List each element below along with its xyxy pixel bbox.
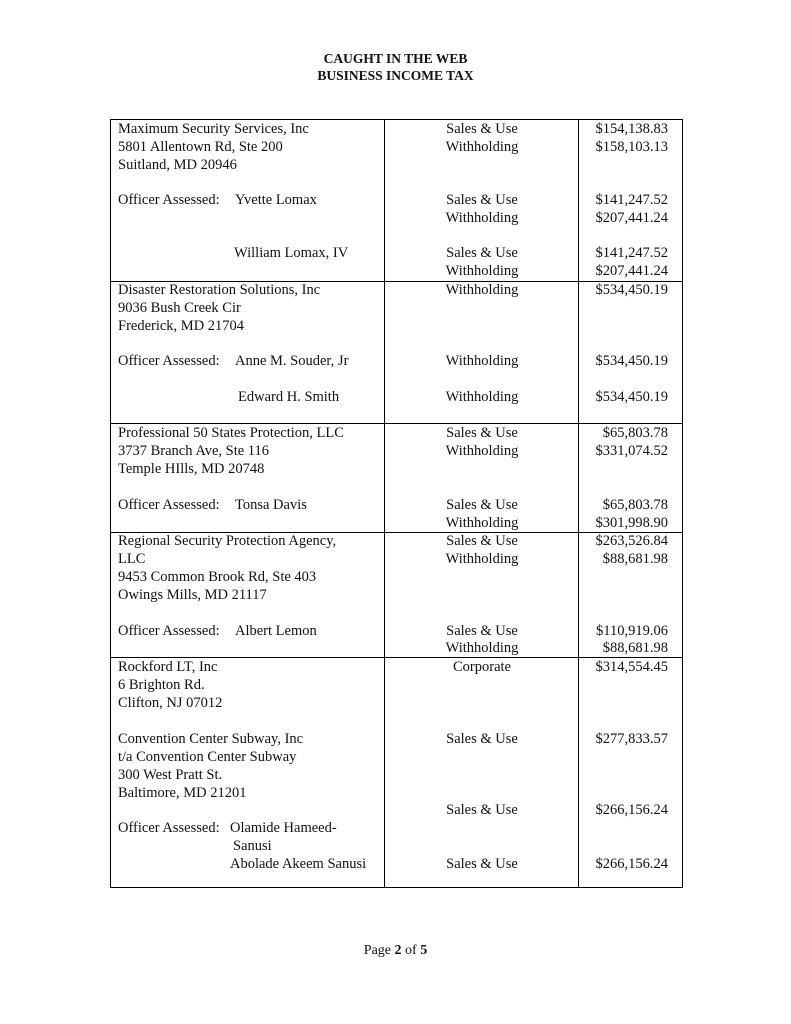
column-divider-2 — [578, 120, 579, 887]
officer-name: Anne M. Souder, Jr — [235, 353, 349, 369]
of-word: of — [405, 943, 417, 958]
business-name: Rockford LT, Inc — [118, 659, 218, 675]
tax-amount: $266,156.24 — [595, 802, 668, 818]
tax-amount: $534,450.19 — [595, 353, 668, 369]
business-address: 6 Brighton Rd. — [118, 677, 205, 693]
officer-assessed-label: Officer Assessed: — [118, 623, 220, 639]
tax-type: Withholding — [445, 139, 519, 155]
tax-table — [110, 119, 683, 888]
tax-type: Sales & Use — [446, 802, 518, 818]
tax-amount: $314,554.45 — [595, 659, 668, 675]
title-line-2: BUSINESS INCOME TAX — [317, 68, 474, 83]
page-word: Page — [363, 943, 392, 958]
business-city: Owings Mills, MD 21117 — [118, 587, 267, 603]
officer-assessed-label: Officer Assessed: — [118, 497, 220, 513]
tax-type: Sales & Use — [446, 425, 518, 441]
tax-amount: $65,803.78 — [602, 425, 668, 441]
tax-type: Withholding — [445, 282, 519, 298]
business-city: Temple HIlls, MD 20748 — [118, 461, 265, 477]
business-address: 9453 Common Brook Rd, Ste 403 — [118, 569, 317, 585]
tax-amount: $301,998.90 — [595, 515, 668, 531]
officer-name: Yvette Lomax — [235, 192, 317, 208]
tax-type: Sales & Use — [446, 533, 518, 549]
tax-amount: $277,833.57 — [595, 731, 668, 747]
business-city: Suitland, MD 20946 — [118, 157, 237, 173]
tax-type: Withholding — [445, 443, 519, 459]
tax-amount: $331,074.52 — [595, 443, 668, 459]
page-footer — [0, 943, 791, 959]
tax-type: Sales & Use — [446, 121, 518, 137]
business-name: Disaster Restoration Solutions, Inc — [118, 282, 321, 298]
tax-amount: $207,441.24 — [595, 210, 668, 226]
officer-name: Tonsa Davis — [235, 497, 307, 513]
business-name: Regional Security Protection Agency, — [118, 533, 337, 549]
officer-name: Olamide Hameed- — [230, 820, 337, 836]
tax-amount: $534,450.19 — [595, 282, 668, 298]
officer-assessed-label: Officer Assessed: — [118, 192, 220, 208]
officer-assessed-label: Officer Assessed: — [118, 820, 220, 836]
business-city: Clifton, NJ 07012 — [118, 695, 223, 711]
tax-type: Withholding — [445, 640, 519, 656]
tax-amount: $65,803.78 — [602, 497, 668, 513]
business-name-continued: LLC — [118, 551, 146, 567]
business-address: 300 West Pratt St. — [118, 767, 223, 783]
tax-amount: $534,450.19 — [595, 389, 668, 405]
officer-name: Edward H. Smith — [238, 389, 340, 405]
business-city: Frederick, MD 21704 — [118, 318, 245, 334]
business-address: 5801 Allentown Rd, Ste 200 — [118, 139, 283, 155]
tax-amount: $110,919.06 — [596, 623, 668, 639]
tax-amount: $158,103.13 — [595, 139, 668, 155]
officer-name-continued: Sanusi — [233, 838, 272, 854]
tax-amount: $266,156.24 — [595, 856, 668, 872]
column-divider-1 — [384, 120, 385, 887]
tax-type: Withholding — [445, 353, 519, 369]
page-number: 2 — [394, 943, 402, 958]
tax-type: Withholding — [445, 551, 519, 567]
tax-type: Sales & Use — [446, 245, 518, 261]
business-name: Professional 50 States Protection, LLC — [118, 425, 344, 441]
business-name: Convention Center Subway, Inc — [118, 731, 304, 747]
tax-amount: $141,247.52 — [595, 245, 668, 261]
tax-type: Sales & Use — [446, 731, 518, 747]
title-line-1: CAUGHT IN THE WEB — [323, 51, 468, 66]
business-name: Maximum Security Services, Inc — [118, 121, 309, 137]
tax-amount: $141,247.52 — [595, 192, 668, 208]
tax-type: Corporate — [453, 659, 511, 675]
officer-name: Abolade Akeem Sanusi — [230, 856, 367, 872]
officer-name: William Lomax, IV — [234, 245, 349, 261]
tax-type: Withholding — [445, 210, 519, 226]
business-address: 9036 Bush Creek Cir — [118, 300, 241, 316]
document-title — [0, 50, 791, 84]
officer-assessed-label: Officer Assessed: — [118, 353, 220, 369]
tax-type: Sales & Use — [446, 623, 518, 639]
business-dba: t/a Convention Center Subway — [118, 749, 297, 765]
page-total: 5 — [420, 943, 428, 958]
tax-type: Sales & Use — [446, 856, 518, 872]
tax-amount: $88,681.98 — [602, 640, 668, 656]
tax-amount: $88,681.98 — [602, 551, 668, 567]
business-address: 3737 Branch Ave, Ste 116 — [118, 443, 270, 459]
tax-amount: $207,441.24 — [595, 263, 668, 279]
tax-amount: $263,526.84 — [595, 533, 668, 549]
officer-name: Albert Lemon — [235, 623, 317, 639]
business-city: Baltimore, MD 21201 — [118, 785, 247, 801]
tax-type: Sales & Use — [446, 192, 518, 208]
tax-amount: $154,138.83 — [595, 121, 668, 137]
tax-type: Withholding — [445, 263, 519, 279]
tax-type: Withholding — [445, 389, 519, 405]
tax-type: Withholding — [445, 515, 519, 531]
tax-type: Sales & Use — [446, 497, 518, 513]
